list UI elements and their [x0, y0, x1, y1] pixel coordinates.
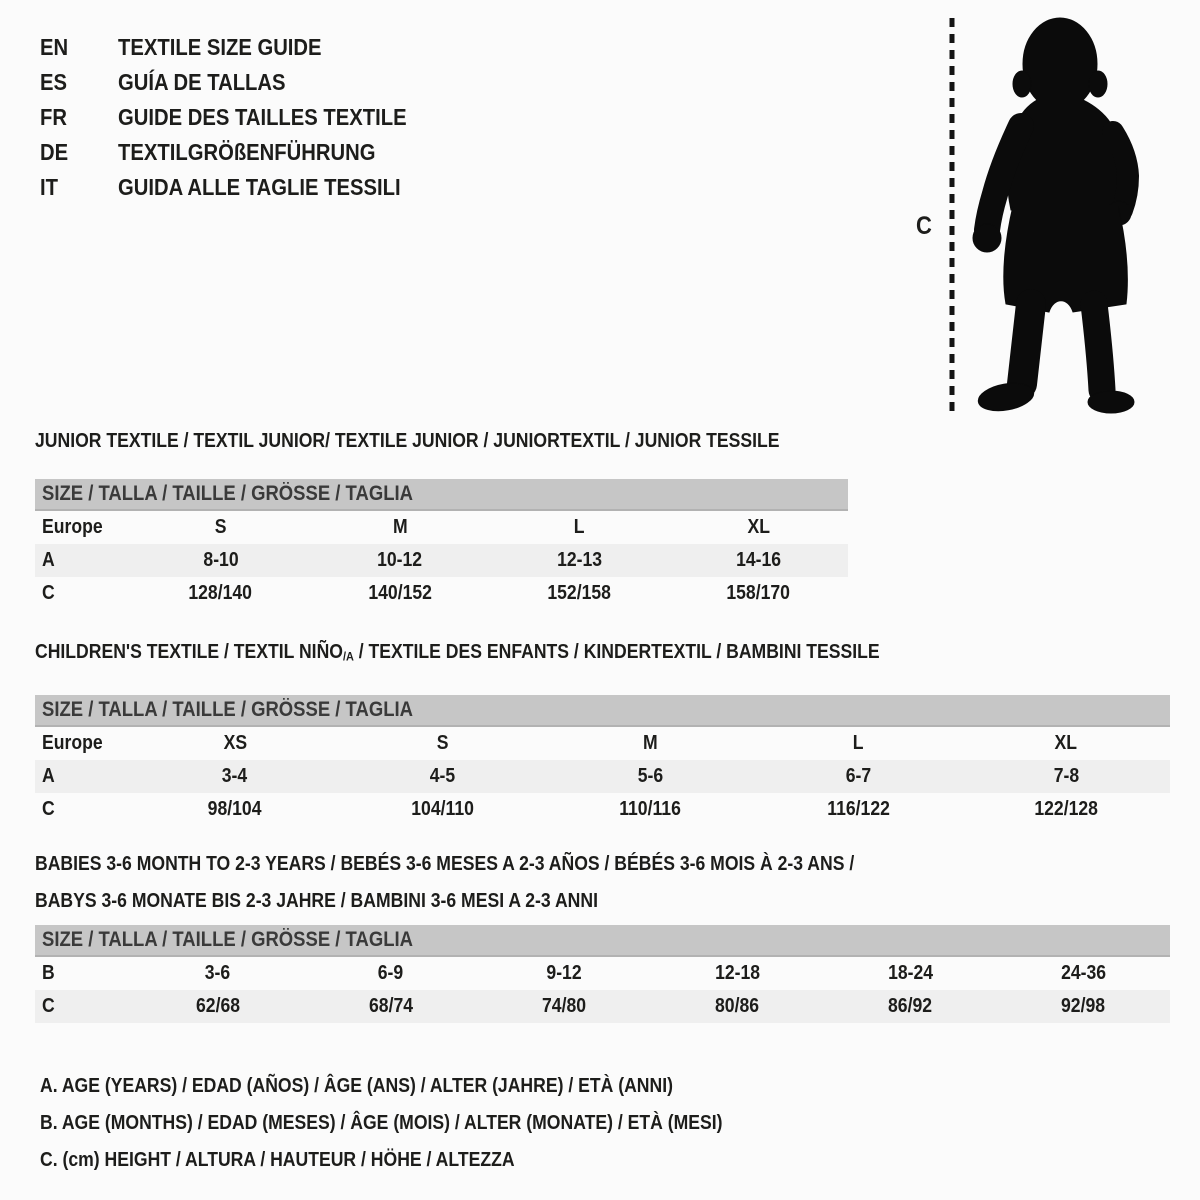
- table-row: [35, 957, 1170, 990]
- cell: [962, 760, 1170, 793]
- junior-table: [35, 430, 848, 610]
- cell-text: 4-5: [429, 764, 456, 787]
- lang-code: [40, 170, 118, 205]
- lang-code-text: DE: [40, 139, 69, 165]
- lang-title: [118, 65, 308, 100]
- cell: [304, 957, 477, 990]
- lang-code-text: IT: [40, 174, 58, 200]
- cell-text: M: [392, 516, 408, 538]
- table-row: [35, 990, 1170, 1023]
- cell-text: 6-9: [378, 962, 404, 984]
- cell: [310, 577, 489, 610]
- cell-text: 68/74: [368, 995, 413, 1017]
- cell: [131, 957, 304, 990]
- cell-text: 152/158: [547, 582, 611, 604]
- cell: [754, 727, 962, 760]
- cell: [477, 990, 650, 1023]
- cell-text: 14-16: [735, 549, 781, 571]
- cell-text: 140/152: [368, 582, 432, 604]
- footnotes: [40, 1068, 816, 1179]
- cell: [651, 990, 824, 1023]
- cell: [547, 727, 755, 760]
- lang-title-text: TEXTILE SIZE GUIDE: [118, 34, 322, 60]
- lang-code-text: FR: [40, 104, 67, 130]
- cell-text: XL: [1054, 731, 1078, 754]
- cell: [131, 544, 310, 577]
- row-label-text: C: [42, 797, 55, 820]
- cell: [490, 544, 669, 577]
- cell-text: L: [573, 516, 585, 538]
- cell: [669, 511, 848, 544]
- cell: [490, 511, 669, 544]
- cell-text: 122/128: [1034, 797, 1098, 820]
- cell-text: 104/110: [411, 797, 475, 820]
- cell-text: 74/80: [541, 995, 586, 1017]
- lang-row-de: [40, 135, 446, 170]
- row-label: [35, 957, 131, 990]
- cell: [669, 577, 848, 610]
- cell: [310, 544, 489, 577]
- children-table-title-text: [35, 641, 880, 668]
- cell: [131, 760, 339, 793]
- lang-title-text: GUIDE DES TAILLES TEXTILE: [118, 104, 407, 130]
- cell: [131, 793, 339, 826]
- cell: [754, 793, 962, 826]
- cell-text: 92/98: [1061, 995, 1106, 1017]
- cell-text: 62/68: [195, 995, 240, 1017]
- cell: [669, 544, 848, 577]
- lang-title: [118, 135, 411, 170]
- row-label-text: Europe: [42, 731, 103, 754]
- cell: [824, 957, 997, 990]
- cell-text: M: [643, 731, 658, 754]
- cell-text: XS: [223, 731, 247, 754]
- lang-row-fr: [40, 100, 446, 135]
- cell-text: 12-13: [556, 549, 602, 571]
- toddler-leg-right: [1094, 304, 1102, 390]
- row-label: [35, 727, 131, 760]
- cell: [131, 990, 304, 1023]
- lang-code: [40, 135, 118, 170]
- row-label: [35, 990, 131, 1023]
- cell: [339, 760, 547, 793]
- cell-text: 6-7: [845, 764, 871, 787]
- cell-text: XL: [747, 516, 770, 538]
- children-table: [35, 641, 1170, 826]
- cell-text: 3-6: [204, 962, 231, 984]
- table-row: [35, 577, 848, 610]
- footnote-a-text: A. AGE (YEARS) / EDAD (AÑOS) / ÂGE (ANS) / ALTER (JAHRE) / ETÀ (ANNI): [40, 1075, 673, 1097]
- table-row: [35, 727, 1170, 760]
- cell-text: 9-12: [546, 962, 582, 984]
- cell-text: 18-24: [887, 962, 933, 984]
- cell: [651, 957, 824, 990]
- lang-title: [118, 100, 446, 135]
- cell: [547, 760, 755, 793]
- lang-row-it: [40, 170, 446, 205]
- cell: [304, 990, 477, 1023]
- cell: [339, 727, 547, 760]
- babies-size-header: [35, 925, 1170, 957]
- lang-title: [118, 170, 439, 205]
- table-row: [35, 544, 848, 577]
- cell-text: L: [852, 731, 864, 754]
- cell: [490, 577, 669, 610]
- babies-table-title: [35, 846, 1170, 920]
- junior-size-header-text: SIZE / TALLA / TAILLE / GRÖSSE / TAGLIA: [42, 482, 413, 505]
- children-table-title: [35, 641, 1170, 668]
- lang-title-text: GUÍA DE TALLAS: [118, 69, 286, 95]
- cell: [131, 511, 310, 544]
- cell-text: 5-6: [637, 764, 664, 787]
- row-label: [35, 577, 131, 610]
- toddler-foot-right: [1088, 391, 1134, 413]
- row-label: [35, 760, 131, 793]
- footnote-a: [40, 1068, 816, 1105]
- lang-row-es: [40, 65, 446, 100]
- row-label: [35, 793, 131, 826]
- cell-text: 7-8: [1053, 764, 1079, 787]
- row-label-text: B: [42, 962, 55, 984]
- toddler-fist-left: [973, 224, 1001, 252]
- table-row: [35, 511, 848, 544]
- toddler-head: [1023, 18, 1097, 110]
- row-label: [35, 511, 131, 544]
- table-row: [35, 793, 1170, 826]
- height-measure-label-text: C: [916, 212, 932, 240]
- cell: [131, 727, 339, 760]
- language-header: [40, 30, 446, 205]
- footnote-b: [40, 1105, 816, 1142]
- lang-code-text: EN: [40, 34, 69, 60]
- row-label: [35, 544, 131, 577]
- cell: [997, 957, 1170, 990]
- cell-text: 10-12: [377, 549, 423, 571]
- lang-code: [40, 30, 118, 65]
- cell-text: 110/116: [619, 797, 682, 820]
- cell-text: 98/104: [207, 797, 262, 820]
- footnote-c: [40, 1142, 816, 1179]
- cell: [547, 793, 755, 826]
- cell: [310, 511, 489, 544]
- lang-code-text: ES: [40, 69, 68, 95]
- cell-text: 3-4: [222, 764, 248, 787]
- junior-size-header: [35, 479, 848, 511]
- toddler-silhouette: [973, 18, 1134, 415]
- cell: [754, 760, 962, 793]
- footnote-b-text: B. AGE (MONTHS) / EDAD (MESES) / ÂGE (MOIS) / ALTER (MONATE) / ETÀ (MESI): [40, 1112, 723, 1134]
- lang-code: [40, 100, 118, 135]
- cell: [997, 990, 1170, 1023]
- height-figure: [900, 12, 1160, 422]
- toddler-ear-right: [1089, 71, 1107, 97]
- babies-title-line2: BABYS 3-6 MONATE BIS 2-3 JAHRE / BAMBINI 3-6 MESI A 2-3 ANNI: [35, 890, 598, 912]
- babies-size-header-text: SIZE / TALLA / TAILLE / GRÖSSE / TAGLIA: [42, 928, 413, 951]
- footnote-c-text: C. (cm) HEIGHT / ALTURA / HAUTEUR / HÖHE / ALTEZZA: [40, 1149, 515, 1171]
- title-sub: /A: [342, 649, 354, 664]
- babies-table: [35, 846, 1170, 1023]
- lang-title-text: TEXTILGRÖßENFÜHRUNG: [118, 139, 376, 165]
- cell: [477, 957, 650, 990]
- cell-text: 24-36: [1060, 962, 1106, 984]
- row-label-text: C: [42, 995, 55, 1017]
- junior-table-title: [35, 430, 848, 452]
- toddler-leg-left: [1022, 304, 1031, 384]
- lang-code: [40, 65, 118, 100]
- cell-text: 86/92: [888, 995, 933, 1017]
- cell-text: 116/122: [826, 797, 890, 820]
- height-measure-label: [916, 212, 934, 241]
- cell-text: 128/140: [188, 582, 253, 604]
- lang-row-en: [40, 30, 446, 65]
- row-label-text: C: [42, 582, 55, 604]
- children-size-header: [35, 695, 1170, 727]
- figure-svg: [900, 12, 1160, 422]
- cell: [824, 990, 997, 1023]
- title-pre: CHILDREN'S TEXTILE / TEXTIL NIÑO: [35, 641, 343, 663]
- cell: [962, 793, 1170, 826]
- lang-title-text: GUIDA ALLE TAGLIE TESSILI: [118, 174, 401, 200]
- cell-text: S: [436, 731, 449, 754]
- title-post: / TEXTILE DES ENFANTS / KINDERTEXTIL / BAMBINI TESSILE: [353, 641, 880, 663]
- cell: [962, 727, 1170, 760]
- toddler-ear-left: [1013, 71, 1031, 97]
- table-row: [35, 760, 1170, 793]
- lang-title: [118, 30, 349, 65]
- cell-text: 12-18: [714, 962, 760, 984]
- row-label-text: A: [42, 764, 55, 787]
- cell-text: 158/170: [726, 582, 791, 604]
- children-size-header-text: SIZE / TALLA / TAILLE / GRÖSSE / TAGLIA: [42, 697, 413, 721]
- cell-text: 80/86: [715, 995, 760, 1017]
- cell-text: 8-10: [203, 549, 239, 571]
- cell: [131, 577, 310, 610]
- cell: [339, 793, 547, 826]
- babies-title-line1: BABIES 3-6 MONTH TO 2-3 YEARS / BEBÉS 3-6 MESES A 2-3 AÑOS / BÉBÉS 3-6 MOIS À 2-3 ANS /: [35, 853, 855, 875]
- junior-table-title-text: JUNIOR TEXTILE / TEXTIL JUNIOR/ TEXTILE JUNIOR / JUNIORTEXTIL / JUNIOR TESSILE: [35, 430, 780, 452]
- cell-text: S: [214, 516, 227, 538]
- row-label-text: Europe: [42, 516, 103, 538]
- row-label-text: A: [42, 549, 55, 571]
